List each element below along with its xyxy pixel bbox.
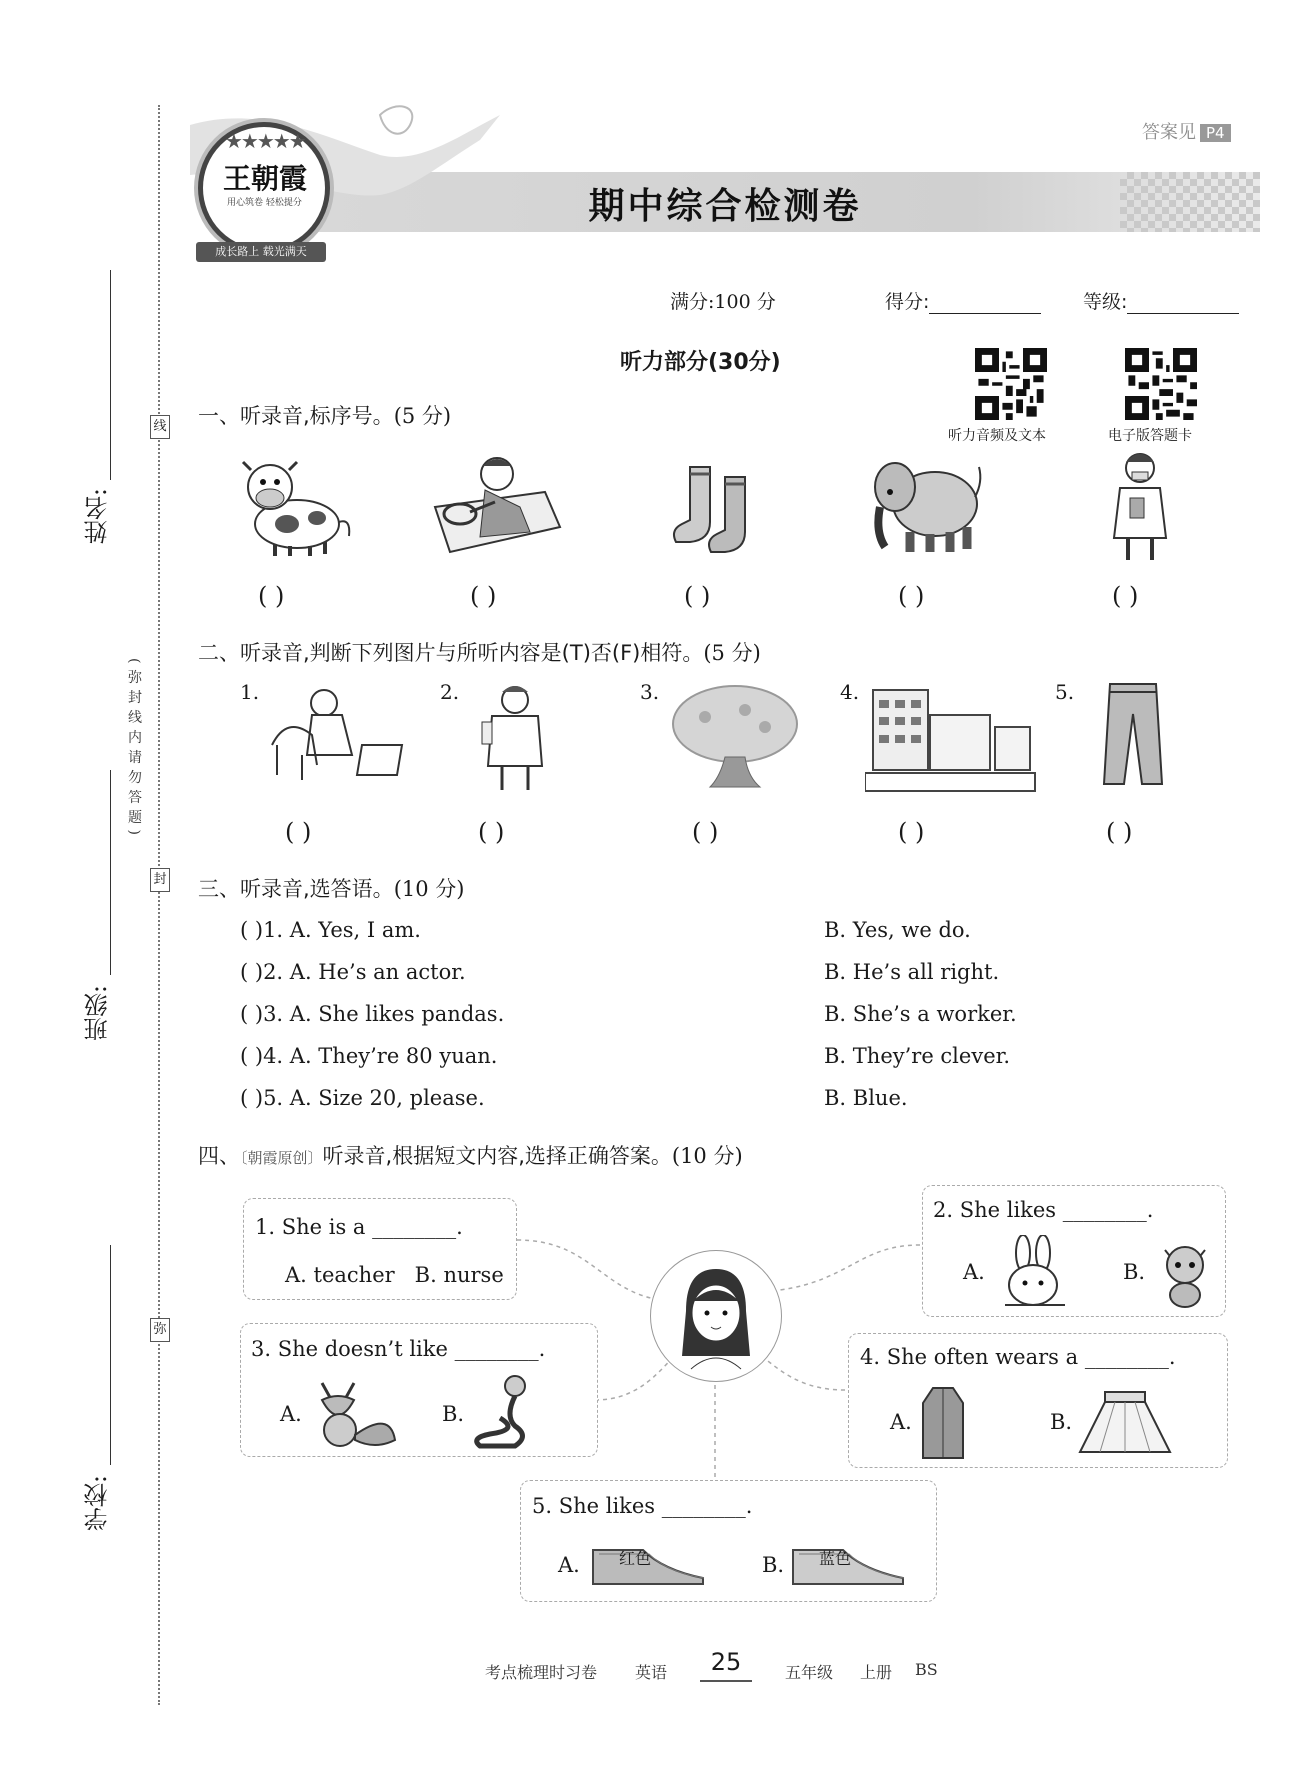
- rabbit-picture-icon: [995, 1235, 1075, 1310]
- q1-answer-1[interactable]: ( ): [258, 582, 285, 610]
- q3-option-3b: B. She’s a worker.: [824, 1002, 1017, 1026]
- cat-picture-icon: [1155, 1235, 1215, 1310]
- q4-box-1-options[interactable]: A. teacher B. nurse: [285, 1263, 504, 1287]
- footer-volume: 上册: [860, 1663, 893, 1682]
- footer-grade: 五年级: [785, 1663, 834, 1682]
- q2-number-2: 2.: [440, 680, 460, 704]
- q4-box-1-stem: 1. She is a ________.: [255, 1215, 463, 1239]
- blue-shoes-picture: [785, 1540, 915, 1588]
- blue-color-label: 蓝色: [819, 1549, 852, 1568]
- footer-series: 考点梳理时习卷: [485, 1663, 598, 1682]
- q2-answer-1[interactable]: ( ): [285, 818, 312, 846]
- q2-heading: 二、听录音,判断下列图片与所听内容是(T)否(F)相符。(5 分): [198, 641, 761, 665]
- grade-label: 等级:: [1083, 291, 1128, 313]
- girl-face-icon: [651, 1251, 781, 1381]
- footer-edition: BS: [915, 1660, 938, 1679]
- skirt-picture-icon: [1075, 1388, 1175, 1458]
- footer-subject: 英语: [635, 1663, 668, 1682]
- red-shoes-picture: [585, 1540, 715, 1588]
- q4-box-2-option-b[interactable]: B.: [1123, 1260, 1146, 1284]
- name-label: 姓名:: [84, 488, 112, 545]
- school-label: 学校:: [84, 1475, 112, 1532]
- class-label: 班级:: [84, 985, 112, 1042]
- q4-box-2-option-a[interactable]: A.: [963, 1260, 985, 1284]
- answer-page-badge: P4: [1200, 124, 1231, 142]
- q4-box-5-option-a[interactable]: A.: [558, 1553, 580, 1577]
- q4-box-5-option-b[interactable]: B.: [762, 1553, 785, 1577]
- fox-picture-icon: [310, 1375, 400, 1450]
- q1-answer-3[interactable]: ( ): [684, 582, 711, 610]
- q4-box-3-stem: 3. She doesn’t like ________.: [251, 1337, 546, 1361]
- footer-page-number: 25: [700, 1648, 752, 1682]
- q4-box-5-stem: 5. She likes ________.: [532, 1494, 753, 1518]
- q3-option-3a: 3. A. She likes pandas.: [263, 1002, 505, 1026]
- answer-card-qr-label: 电子版答题卡: [1108, 428, 1192, 444]
- logo-motto: 成长路上 载光满天: [196, 242, 326, 262]
- listening-section-title: 听力部分(30分): [620, 350, 781, 375]
- q3-option-5a: 5. A. Size 20, please.: [263, 1086, 485, 1110]
- red-color-label: 红色: [619, 1549, 652, 1568]
- q4-original-tag: 〔朝霞原创〕: [240, 1149, 323, 1167]
- snake-picture-icon: [470, 1372, 545, 1452]
- full-score: 满分:100 分: [670, 291, 776, 313]
- q2-answer-2[interactable]: ( ): [478, 818, 505, 846]
- q1-heading: 一、听录音,标序号。(5 分): [198, 404, 452, 428]
- q2-answer-5[interactable]: ( ): [1106, 818, 1133, 846]
- q2-number-3: 3.: [640, 680, 660, 704]
- q2-number-1: 1.: [240, 680, 260, 704]
- girl-portrait: [650, 1250, 782, 1382]
- q3-option-1b: B. Yes, we do.: [824, 918, 971, 942]
- seal-note: (弥封线内请勿答题): [126, 658, 142, 841]
- q2-number-5: 5.: [1055, 680, 1075, 704]
- q3-heading: 三、听录音,选答语。(10 分): [198, 877, 465, 901]
- coat-picture-icon: [918, 1383, 968, 1463]
- page-title: 期中综合检测卷: [588, 186, 862, 227]
- q4-heading: 四、〔朝霞原创〕听录音,根据短文内容,选择正确答案。(10 分): [198, 1144, 743, 1168]
- q3-option-1a: 1. A. Yes, I am.: [263, 918, 421, 942]
- q3-answer-paren-2[interactable]: ( ): [240, 960, 264, 984]
- q3-option-5b: B. Blue.: [824, 1086, 908, 1110]
- q3-option-2b: B. He’s all right.: [824, 960, 1000, 984]
- logo-name: 王朝霞: [223, 162, 308, 195]
- q3-option-2a: 2. A. He’s an actor.: [263, 960, 466, 984]
- q3-answer-paren-4[interactable]: ( ): [240, 1044, 264, 1068]
- q3-option-4b: B. They’re clever.: [824, 1044, 1011, 1068]
- answer-reference: 答案见 P4: [1142, 118, 1231, 144]
- q4-box-4-option-b[interactable]: B.: [1050, 1410, 1073, 1434]
- q2-answer-3[interactable]: ( ): [692, 818, 719, 846]
- q4-box-3-option-b[interactable]: B.: [442, 1402, 465, 1426]
- q2-number-4: 4.: [840, 680, 860, 704]
- q3-option-4a: 4. A. They’re 80 yuan.: [263, 1044, 498, 1068]
- q1-answer-2[interactable]: ( ): [470, 582, 497, 610]
- score-label: 得分:: [885, 291, 930, 313]
- logo-stars-icon: ★★★★★: [225, 129, 305, 153]
- q4-box-4-option-a[interactable]: A.: [890, 1410, 912, 1434]
- logo-small-text: 用心筑卷 轻松提分: [227, 198, 302, 208]
- q1-answer-5[interactable]: ( ): [1112, 582, 1139, 610]
- cut-mark-mi: 弥: [150, 1318, 170, 1342]
- q3-answer-paren-5[interactable]: ( ): [240, 1086, 264, 1110]
- q4-box-2-stem: 2. She likes ________.: [933, 1198, 1154, 1222]
- q4-box-4-stem: 4. She often wears a ________.: [860, 1345, 1176, 1369]
- q4-box-3-option-a[interactable]: A.: [280, 1402, 302, 1426]
- audio-qr-label: 听力音频及文本: [948, 428, 1046, 444]
- q2-answer-4[interactable]: ( ): [898, 818, 925, 846]
- cut-mark-seal: 封: [150, 868, 170, 892]
- q3-answer-paren-1[interactable]: ( ): [240, 918, 264, 942]
- q1-answer-4[interactable]: ( ): [898, 582, 925, 610]
- q3-answer-paren-3[interactable]: ( ): [240, 1002, 264, 1026]
- cut-mark-line: 线: [150, 415, 170, 439]
